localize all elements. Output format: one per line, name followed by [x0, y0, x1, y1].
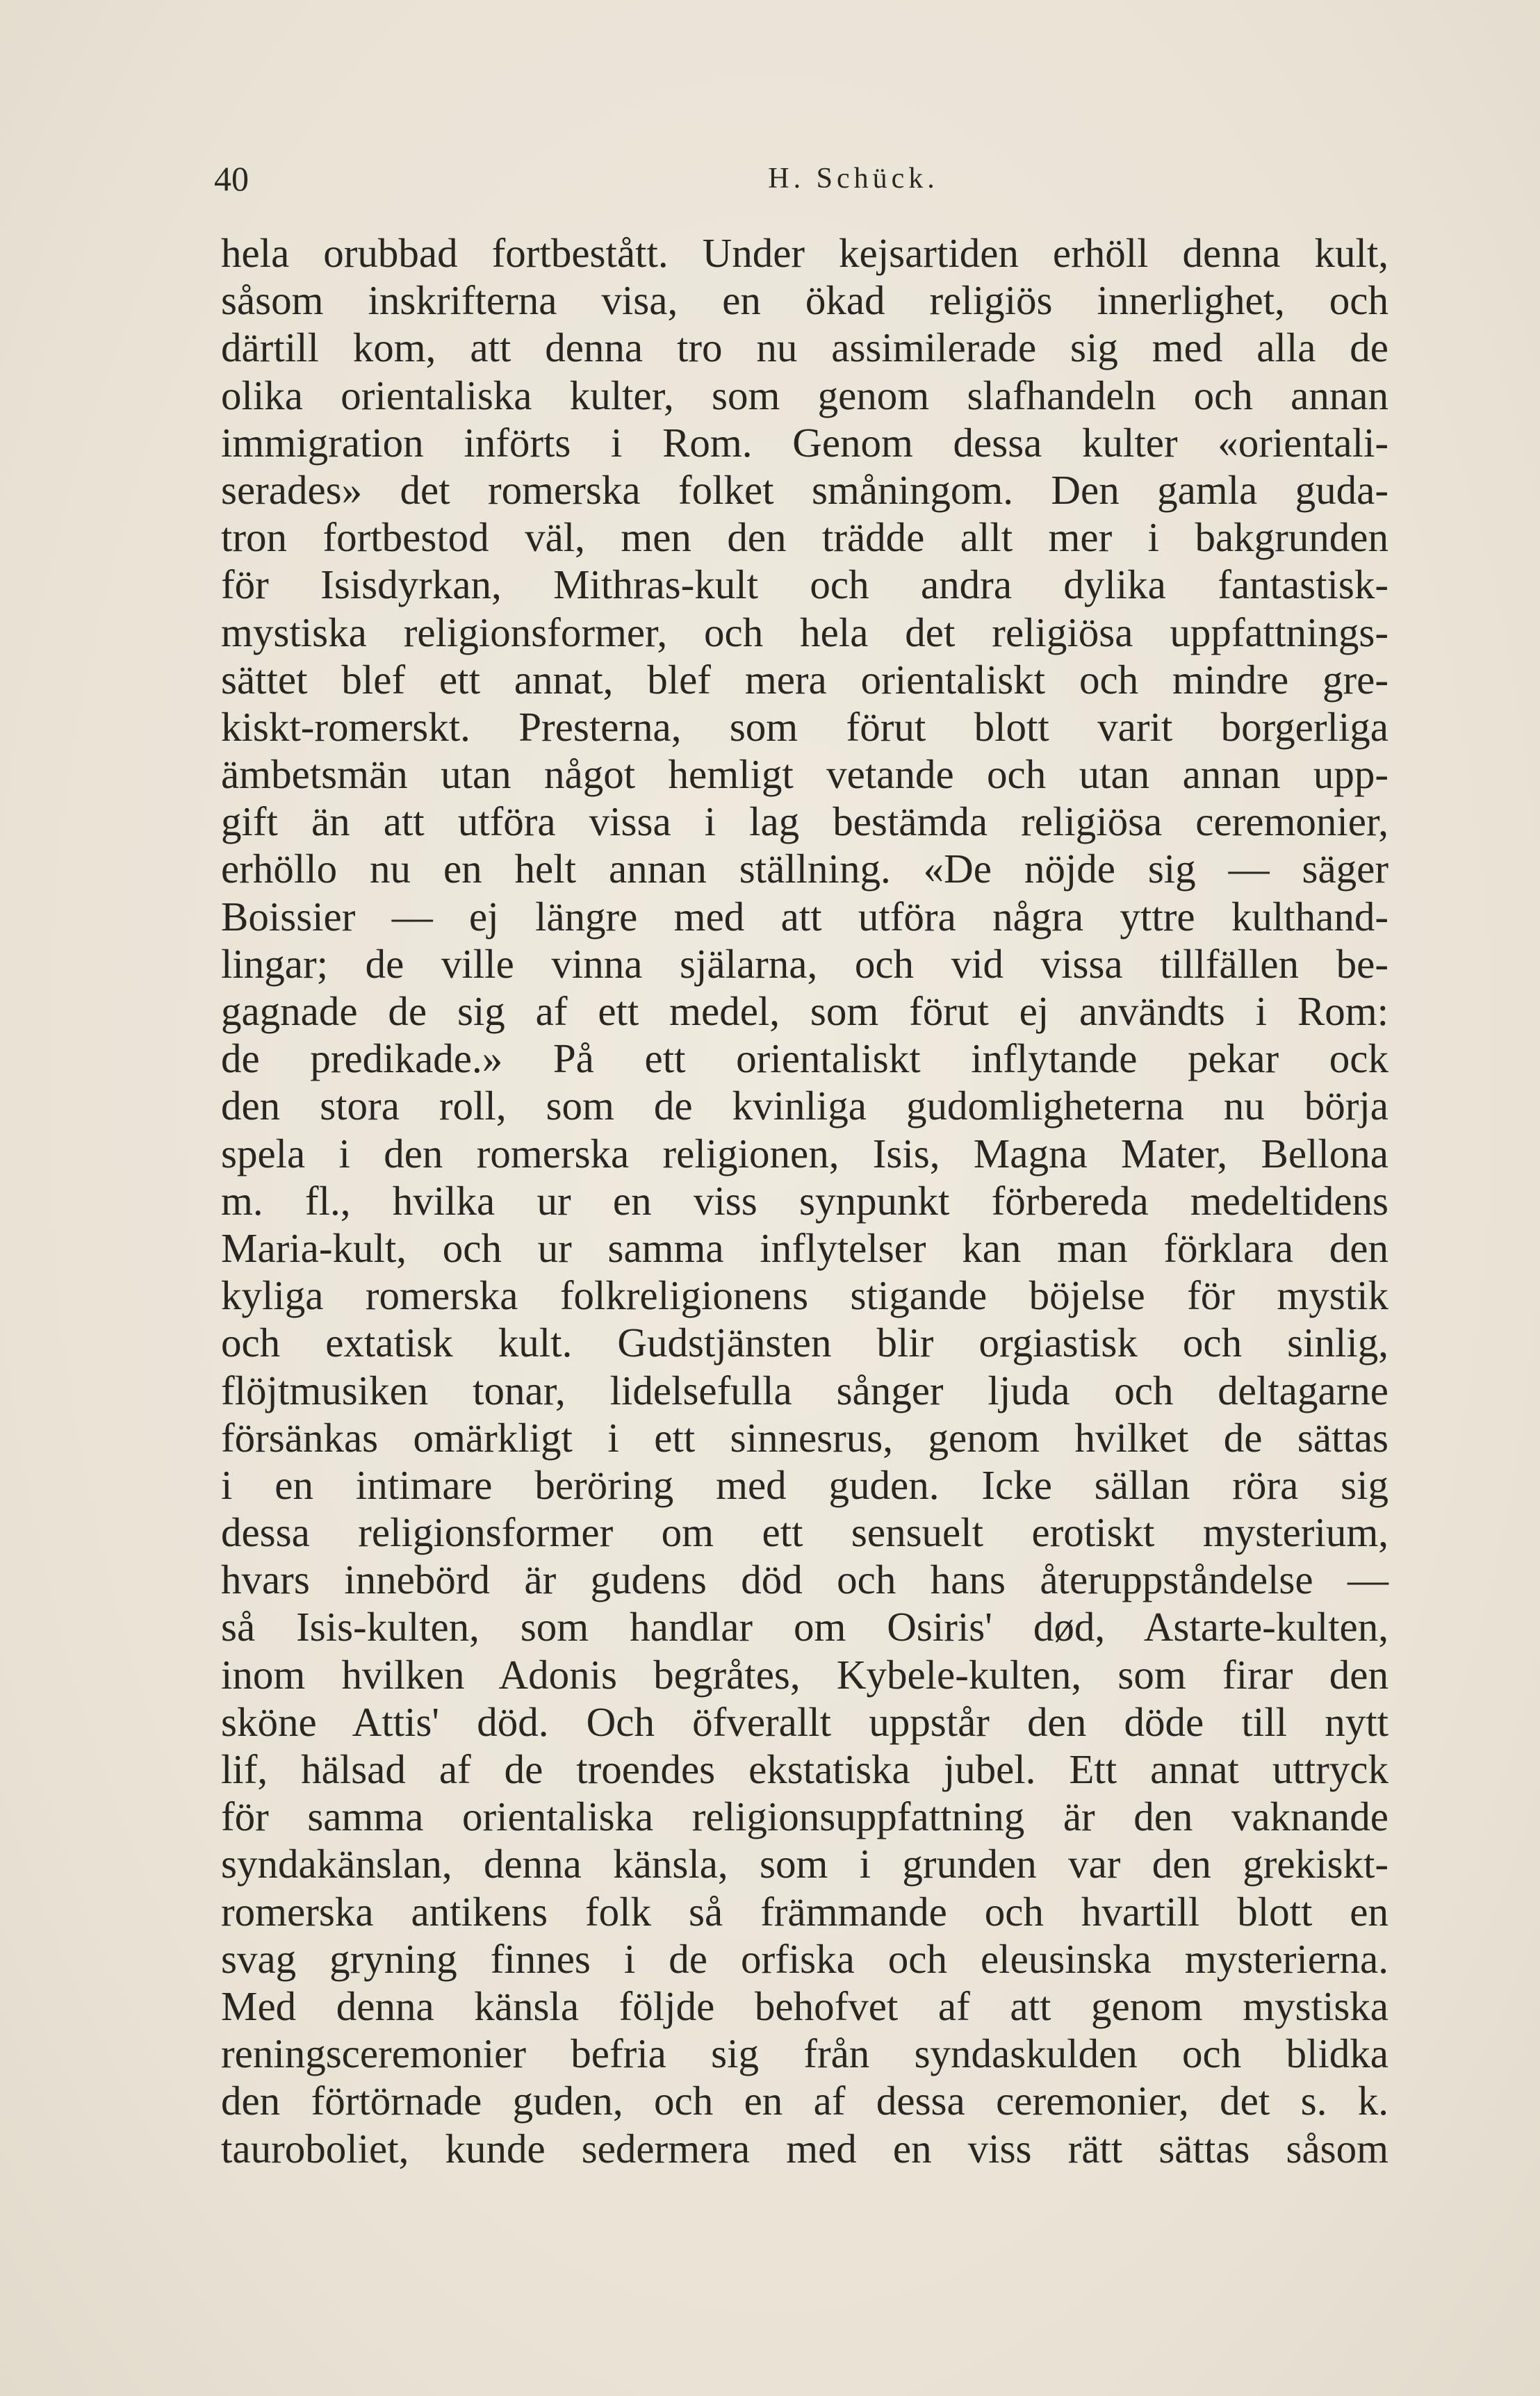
text-line: tauroboliet, kunde sedermera med en viss rätt sättas såsom — [221, 2125, 1389, 2172]
text-line: inom hvilken Adonis begråtes, Kybele-kulten, som firar den — [221, 1651, 1389, 1698]
page-number: 40 — [214, 159, 249, 198]
page-header — [214, 154, 1382, 203]
text-line: serades» det romerska folket småningom. Den gamla guda- — [221, 466, 1389, 513]
text-line: erhöllo nu en helt annan ställning. «De nöjde sig — säger — [221, 846, 1389, 892]
text-line: sättet blef ett annat, blef mera orientaliskt och mindre gre- — [221, 656, 1389, 703]
text-line: Boissier — ej längre med att utföra några yttre kulthand- — [221, 893, 1389, 939]
text-line: den stora roll, som de kvinliga gudomligheterna nu börja — [221, 1083, 1389, 1129]
text-line: lif, hälsad af de troendes ekstatiska jubel. Ett annat uttryck — [221, 1746, 1389, 1792]
text-line: hela orubbad fortbestått. Under kejsartiden erhöll denna kult, — [221, 230, 1389, 276]
text-line: så Isis-kulten, som handlar om Osiris' død, Astarte-kulten, — [221, 1604, 1389, 1650]
text-line: reningsceremonier befria sig från syndaskulden och blidka — [221, 2030, 1389, 2077]
text-line: mystiska religionsformer, och hela det religiösa uppfattnings- — [221, 609, 1389, 655]
text-line: ämbetsmän utan något hemligt vetande och utan annan upp- — [221, 751, 1389, 798]
text-line: gagnade de sig af ett medel, som förut ej användts i Rom: — [221, 988, 1389, 1034]
text-line: i en intimare beröring med guden. Icke sällan röra sig — [221, 1461, 1389, 1508]
text-line: den förtörnade guden, och en af dessa ceremonier, det s. k. — [221, 2078, 1389, 2124]
text-line: och extatisk kult. Gudstjänsten blir orgiastisk och sinlig, — [221, 1320, 1389, 1366]
text-line: för Isisdyrkan, Mithras-kult och andra dylika fantastisk- — [221, 561, 1389, 608]
text-line: immigration införts i Rom. Genom dessa kulter «orientali- — [221, 419, 1389, 466]
text-line: försänkas omärkligt i ett sinnesrus, genom hvilket de sättas — [221, 1414, 1389, 1461]
text-line: gift än att utföra vissa i lag bestämda religiösa ceremonier, — [221, 798, 1389, 845]
text-line: lingar; de ville vinna själarna, och vid vissa tillfällen be- — [221, 940, 1389, 987]
text-line: såsom inskrifterna visa, en ökad religiös innerlighet, och — [221, 277, 1389, 324]
text-line: tron fortbestod väl, men den trädde allt mer i bakgrunden — [221, 514, 1389, 561]
text-line: Med denna känsla följde behofvet af att genom mystiska — [221, 1983, 1389, 2029]
text-line: kyliga romerska folkreligionens stigande böjelse för mystik — [221, 1272, 1389, 1319]
text-line: dessa religionsformer om ett sensuelt erotiskt mysterium, — [221, 1509, 1389, 1556]
text-line: olika orientaliska kulter, som genom slafhandeln och annan — [221, 372, 1389, 418]
text-line: m. fl., hvilka ur en viss synpunkt förbereda medeltidens — [221, 1177, 1389, 1224]
running-head: H. Schück. — [768, 163, 939, 195]
text-line: flöjtmusiken tonar, lidelsefulla sånger ljuda och deltagarne — [221, 1367, 1389, 1413]
text-line: hvars innebörd är gudens död och hans återuppståndelse — — [221, 1557, 1389, 1603]
text-line: Maria-kult, och ur samma inflytelser kan man förklara den — [221, 1224, 1389, 1271]
text-line: kiskt-romerskt. Presterna, som förut blott varit borgerliga — [221, 703, 1389, 750]
text-line: de predikade.» På ett orientaliskt inflytande pekar ock — [221, 1035, 1389, 1082]
text-line: därtill kom, att denna tro nu assimilerade sig med alla de — [221, 325, 1389, 371]
text-line: spela i den romerska religionen, Isis, Magna Mater, Bellona — [221, 1130, 1389, 1176]
text-line: för samma orientaliska religionsuppfattning är den vaknande — [221, 1794, 1389, 1840]
text-line: romerska antikens folk så främmande och hvartill blott en — [221, 1888, 1389, 1935]
text-line: syndakänslan, denna känsla, som i grunden var den grekiskt- — [221, 1841, 1389, 1887]
text-line: sköne Attis' död. Och öfverallt uppstår den döde till nytt — [221, 1698, 1389, 1745]
text-line: svag gryning finnes i de orfiska och eleusinska mysterierna. — [221, 1935, 1389, 1982]
body-text — [221, 229, 1389, 2172]
